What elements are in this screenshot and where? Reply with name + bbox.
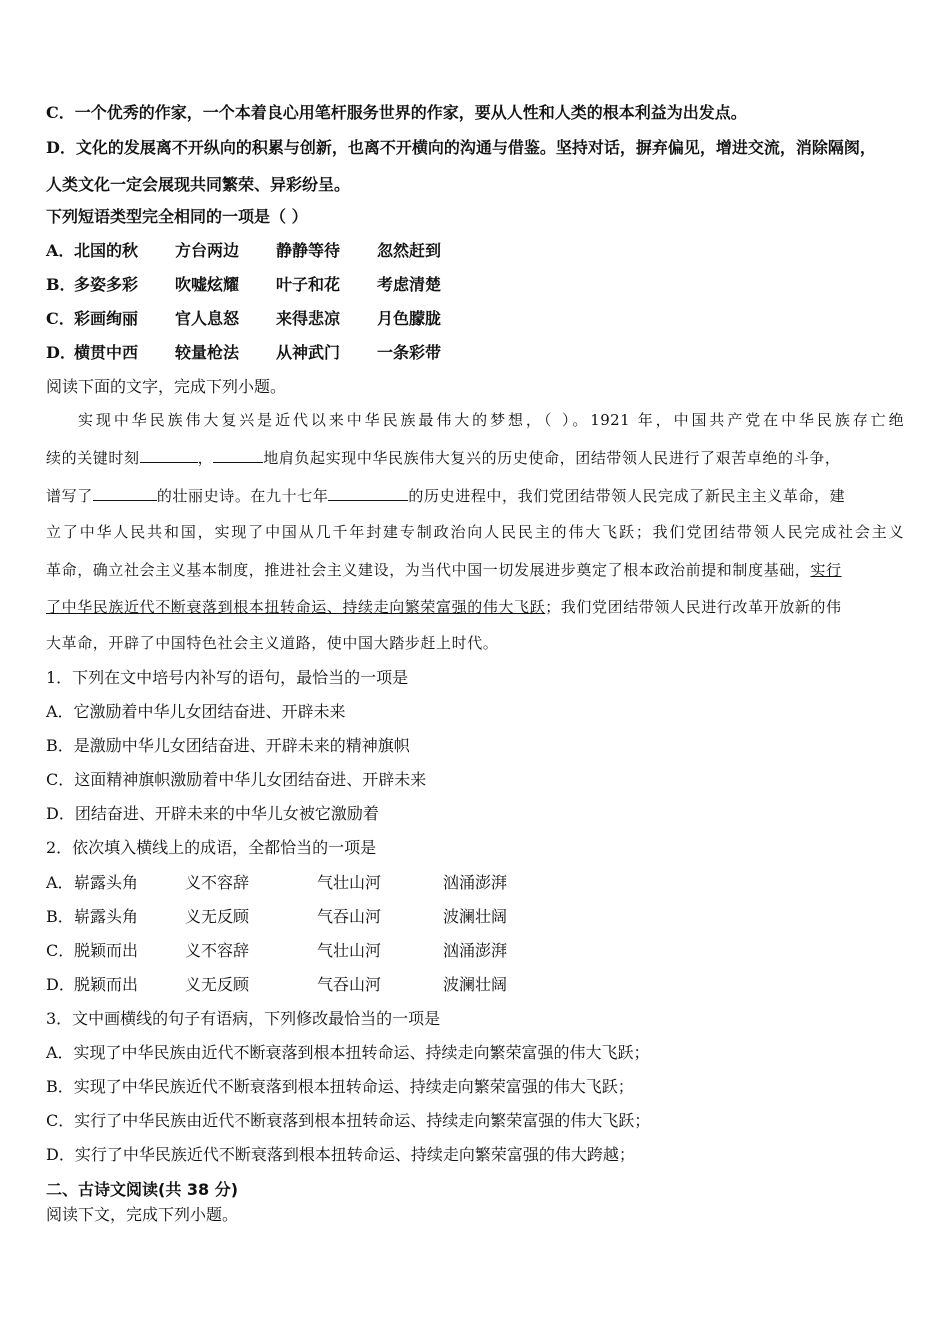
q3-option-c: C．实行了中华民族由近代不断衰落到根本扭转命运、持续走向繁荣富强的伟大飞跃； [46,1111,651,1130]
option-item: 月色朦胧 [377,309,442,328]
option-item: 波澜壮阔 [443,907,508,926]
option-item: 波澜壮阔 [443,975,508,994]
passage-line-6 [46,597,842,617]
option-item: 官人息怒 [175,309,240,328]
option-item: 义无反顾 [185,907,250,926]
passage-text: ， [197,449,214,467]
phrase-question-stem: 下列短语类型完全相同的一项是（ ） [46,207,308,226]
option-item: 义无反顾 [185,975,250,994]
option-item: 横贯中西 [74,343,139,362]
option-item: 彩画绚丽 [74,309,139,328]
question-3-stem: 3．文中画横线的句子有语病，下列修改最恰当的一项是 [46,1009,441,1028]
fill-blank-4 [328,485,408,501]
passage-text: 谱写了 [46,487,93,505]
q3-option-b: B．实现了中华民族近代不断衰落到根本扭转命运、持续走向繁荣富强的伟大飞跃； [46,1077,634,1096]
option-d-line-2: 人类文化一定会展现共同繁荣、异彩纷呈。 [46,175,351,194]
option-item: 北国的秋 [74,241,139,260]
underlined-sentence-start: 实行 [810,561,842,579]
option-item: 崭露头角 [74,873,139,892]
passage-text: 续的关键时刻 [46,449,140,467]
option-item: 义不容辞 [185,941,250,960]
q1-option-d: D．团结奋进、开辟未来的中华儿女被它激励着 [46,804,379,823]
option-item: 静静等待 [276,241,341,260]
fill-blank-2 [213,447,263,463]
q3-option-d: D．实行了中华民族近代不断衰落到根本扭转命运、持续走向繁荣富强的伟大跨越； [46,1145,635,1164]
q1-option-b: B．是激励中华儿女团结奋进、开辟未来的精神旗帜 [46,736,410,755]
option-item: 气吞山河 [317,975,382,994]
option-item: 来得悲凉 [276,309,341,328]
q1-option-a: A．它激励着中华儿女团结奋进、开辟未来 [46,702,346,721]
question-1-stem: 1．下列在文中培号内补写的语句，最恰当的一项是 [46,668,409,687]
option-label: A． [46,241,75,260]
option-item: 义不容辞 [185,873,250,892]
option-label: C． [46,309,75,328]
passage-line-2 [46,447,840,468]
option-d-line-1: D．文化的发展离不开纵向的积累与创新，也离不开横向的沟通与借鉴。坚持对话，摒弃偏见，增进交流，消除隔阂， [46,138,876,157]
option-label: D． [46,343,76,362]
passage-line-4: 立了中华人民共和国，实现了中国从几千年封建专制政治向人民民主的伟大飞跃；我们党团结带领人民完成社会主义 [46,523,904,541]
option-item: 较量枪法 [175,343,240,362]
underlined-sentence: 了中华民族近代不断衰落到根本扭转命运、持续走向繁荣富强的伟大飞跃 [46,598,546,616]
section-2-intro: 阅读下文，完成下列小题。 [46,1205,239,1224]
option-item: 崭露头角 [74,907,139,926]
option-label: A． [46,873,74,892]
passage-line-3 [46,485,845,506]
passage-text: 地肩负起实现中华民族伟大复兴的历史使命，团结带领人民进行了艰苦卓绝的斗争， [263,449,841,467]
option-item: 吹嘘炫耀 [175,275,240,294]
passage-text: 革命，确立社会主义基本制度，推进社会主义建设，为当代中国一切发展进步奠定了根本政治前提和制度基础， [46,561,811,579]
option-item: 气吞山河 [317,907,382,926]
q3-option-a: A．实现了中华民族由近代不断衰落到根本扭转命运、持续走向繁荣富强的伟大飞跃； [46,1043,650,1062]
option-c-line: C．一个优秀的作家，一个本着良心用笔杆服务世界的作家，要从人性和人类的根本利益为出发点。 [46,103,747,122]
passage-text: 的历史进程中，我们党团结带领人民完成了新民主主义革命，建 [408,487,846,505]
option-item: 方台两边 [175,241,240,260]
option-item: 叶子和花 [276,275,341,294]
passage-text: ；我们党团结带领人民进行改革开放新的伟 [545,598,842,616]
option-item: 一条彩带 [377,343,442,362]
question-2-stem: 2．依次填入横线上的成语，全都恰当的一项是 [46,838,377,857]
fill-blank-3 [93,485,157,501]
option-item: 汹涌澎湃 [443,873,508,892]
passage-line-5 [46,560,842,580]
option-item: 考虑清楚 [377,275,442,294]
option-item: 脱颖而出 [74,975,139,994]
passage-line-1: 实现中华民族伟大复兴是近代以来中华民族最伟大的梦想，（ ）。1921 年，中国共产党在中华民族存亡绝 [78,411,904,429]
passage-line-7: 大革命，开辟了中国特色社会主义道路，使中国大踏步赶上时代。 [46,634,499,652]
option-label: D． [46,975,75,994]
option-item: 多姿多彩 [74,275,139,294]
fill-blank-1 [140,447,198,463]
option-item: 气壮山河 [317,941,382,960]
section-2-heading: 二、古诗文阅读(共 38 分) [46,1180,239,1199]
option-item: 汹涌澎湃 [443,941,508,960]
option-label: B． [46,275,76,294]
option-item: 从神武门 [276,343,341,362]
q1-option-c: C．这面精神旗帜激励着中华儿女团结奋进、开辟未来 [46,770,427,789]
option-item: 忽然赶到 [377,241,442,260]
option-label: B． [46,907,74,926]
passage-text: 的壮丽史诗。在九十七年 [156,487,329,505]
option-item: 脱颖而出 [74,941,139,960]
option-label: C． [46,941,75,960]
option-item: 气壮山河 [317,873,382,892]
reading-intro: 阅读下面的文字，完成下列小题。 [46,377,287,396]
